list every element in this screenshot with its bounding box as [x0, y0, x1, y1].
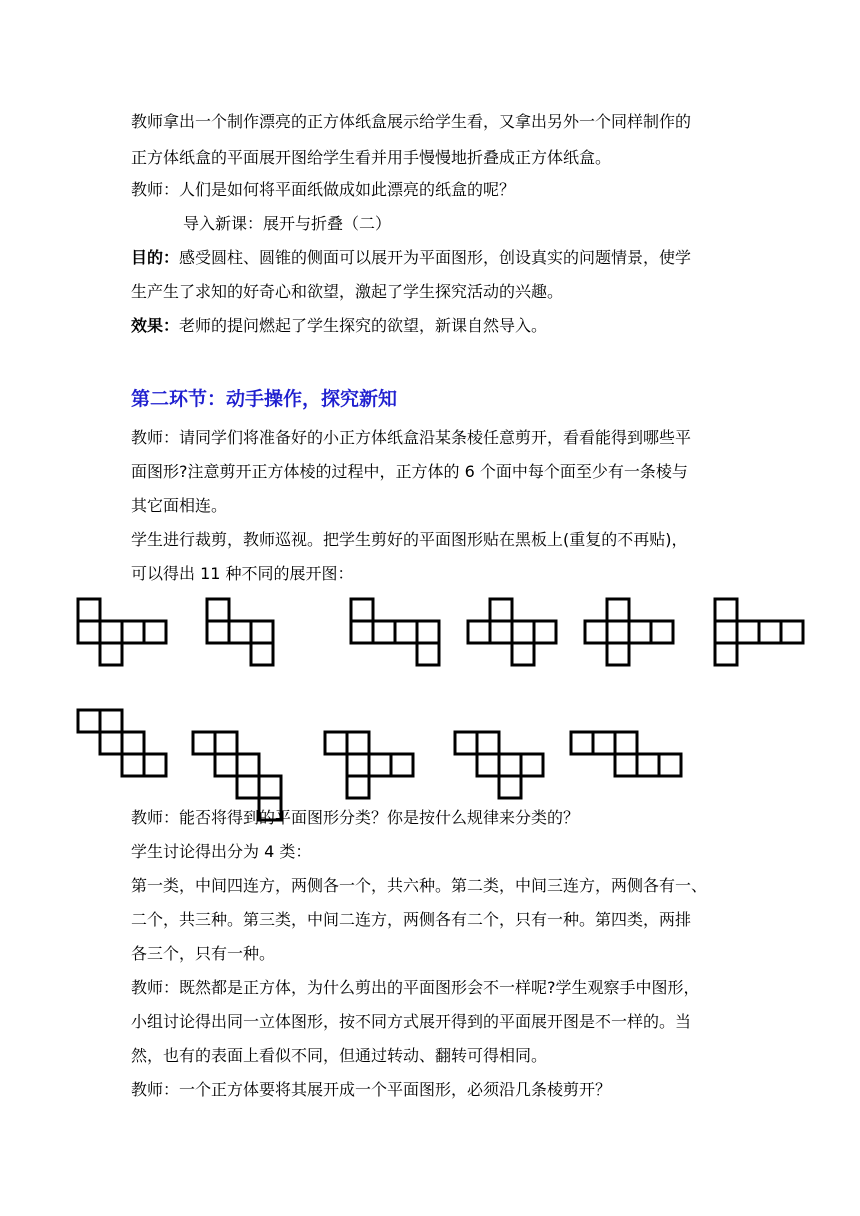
after-line-3: 第一类，中间四连方，两侧各一个，共六种。第二类，中间三连方，两侧各有一、: [131, 876, 708, 895]
section-2-title: 第二环节：动手操作，探究新知: [131, 388, 398, 410]
net-square: [78, 621, 100, 643]
net-square: [651, 621, 673, 643]
new-lesson-line: 导入新课：展开与折叠（二）: [183, 214, 392, 233]
net-square: [207, 599, 229, 621]
net-square: [237, 754, 259, 776]
net-square: [417, 643, 439, 665]
section-2-line-4: 学生进行裁剪，教师巡视。把学生剪好的平面图形贴在黑板上(重复的不再贴)，: [131, 530, 688, 549]
cube-net-1: [78, 599, 166, 665]
net-square: [521, 754, 543, 776]
effect-label: 效果：: [131, 316, 180, 335]
net-square: [659, 754, 681, 776]
purpose-text: 感受圆柱、圆锥的侧面可以展开为平面图形，创设真实的问题情景，使学: [179, 248, 692, 267]
net-square: [607, 621, 629, 643]
net-square: [715, 621, 737, 643]
intro-line-1: 教师拿出一个制作漂亮的正方体纸盒展示给学生看，又拿出另外一个同样制作的: [131, 112, 692, 131]
section-2-line-5: 可以得出 11 种不同的展开图：: [131, 564, 354, 583]
net-square: [455, 732, 477, 754]
net-square: [615, 754, 637, 776]
after-line-5: 各三个，只有一种。: [131, 944, 276, 963]
cube-net-10: [455, 732, 543, 798]
purpose-line-2: 生产生了求知的好奇心和欲望，激起了学生探究活动的兴趣。: [131, 282, 564, 301]
net-square: [78, 710, 100, 732]
cube-net-7: [78, 710, 166, 776]
net-square: [781, 621, 803, 643]
intro-line-2: 正方体纸盒的平面展开图给学生看并用手慢慢地折叠成正方体纸盒。: [131, 148, 612, 167]
net-square: [571, 732, 593, 754]
net-square: [607, 643, 629, 665]
net-square: [615, 732, 637, 754]
net-square: [637, 754, 659, 776]
net-square: [629, 621, 651, 643]
section-2-line-2: 面图形?注意剪开正方体棱的过程中，正方体的 6 个面中每个面至少有一条棱与: [131, 462, 688, 481]
cube-net-3: [351, 599, 439, 665]
net-square: [100, 643, 122, 665]
net-square: [78, 599, 100, 621]
after-line-1: 教师：能否将得到的平面图形分类？你是按什么规律来分类的？: [131, 808, 580, 827]
net-square: [759, 621, 781, 643]
net-square: [100, 621, 122, 643]
net-square: [373, 621, 395, 643]
net-square: [534, 621, 556, 643]
teacher-question-1: 教师：人们是如何将平面纸做成如此漂亮的纸盒的呢？: [131, 180, 516, 199]
net-square: [325, 732, 347, 754]
net-square: [251, 643, 273, 665]
net-square: [737, 621, 759, 643]
net-square: [468, 621, 490, 643]
net-square: [607, 599, 629, 621]
net-square: [715, 599, 737, 621]
purpose-label: 目的：: [131, 248, 180, 267]
net-square: [100, 732, 122, 754]
section-2-line-3: 其它面相连。: [131, 496, 228, 515]
after-line-2: 学生讨论得出分为 4 类：: [131, 842, 312, 861]
section-2-line-1: 教师：请同学们将准备好的小正方体纸盒沿某条棱任意剪开，看看能得到哪些平: [131, 428, 692, 447]
net-square: [122, 754, 144, 776]
net-square: [417, 621, 439, 643]
net-square: [369, 754, 391, 776]
net-square: [144, 754, 166, 776]
net-square: [512, 643, 534, 665]
after-line-4: 二个，共三种。第三类，中间二连方，两侧各有二个，只有一种。第四类，两排: [131, 910, 692, 929]
net-square: [122, 732, 144, 754]
net-square: [122, 621, 144, 643]
cube-net-2: [207, 599, 273, 665]
net-square: [499, 776, 521, 798]
net-square: [499, 754, 521, 776]
net-square: [347, 754, 369, 776]
net-square: [593, 732, 615, 754]
net-square: [215, 732, 237, 754]
cube-net-5: [585, 599, 673, 665]
net-square: [259, 776, 281, 798]
after-line-7: 小组讨论得出同一立体图形，按不同方式展开得到的平面展开图是不一样的。当: [131, 1012, 692, 1031]
net-square: [512, 621, 534, 643]
net-square: [193, 732, 215, 754]
after-line-6: 教师：既然都是正方体，为什么剪出的平面图形会不一样呢?学生观察手中图形，: [131, 978, 700, 997]
net-square: [351, 621, 373, 643]
net-square: [490, 621, 512, 643]
cube-net-6: [715, 599, 803, 665]
net-square: [347, 732, 369, 754]
net-square: [251, 621, 273, 643]
net-square: [351, 599, 373, 621]
after-line-9: 教师：一个正方体要将其展开成一个平面图形，必须沿几条棱剪开？: [131, 1080, 612, 1099]
net-square: [237, 776, 259, 798]
cube-net-4: [468, 599, 556, 665]
net-square: [391, 754, 413, 776]
net-square: [100, 710, 122, 732]
net-square: [490, 599, 512, 621]
cube-net-11: [571, 732, 681, 776]
net-square: [585, 621, 607, 643]
net-square: [215, 754, 237, 776]
effect-text: 老师的提问燃起了学生探究的欲望，新课自然导入。: [179, 316, 548, 335]
cube-net-9: [325, 732, 413, 798]
net-square: [229, 621, 251, 643]
net-square: [347, 776, 369, 798]
net-square: [477, 754, 499, 776]
net-square: [715, 643, 737, 665]
net-square: [144, 621, 166, 643]
after-line-8: 然，也有的表面上看似不同，但通过转动、翻转可得相同。: [131, 1046, 548, 1065]
net-square: [477, 732, 499, 754]
net-square: [207, 621, 229, 643]
net-square: [395, 621, 417, 643]
